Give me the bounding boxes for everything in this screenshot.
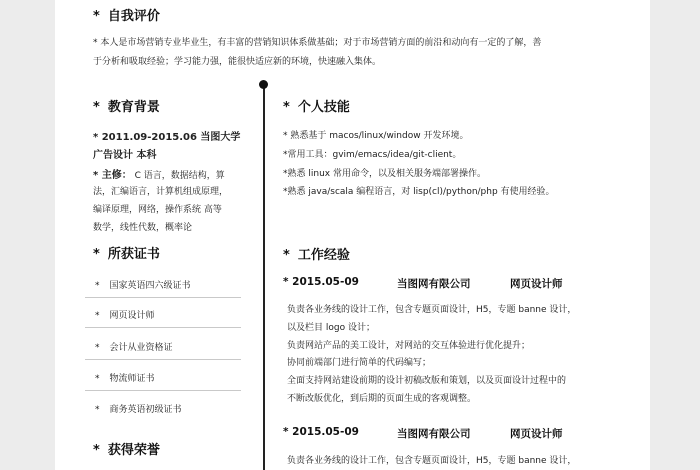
divider	[85, 297, 241, 298]
skill-item: *熟悉 java/scala 编程语言，对 lisp(cl)/python/php 有使用经验。	[283, 187, 555, 197]
certificate-item: * 物流师证书	[95, 374, 155, 384]
divider	[85, 359, 241, 360]
work-title: 工作经验	[297, 248, 350, 263]
education-heading	[93, 96, 160, 115]
heading-star-icon: *	[93, 247, 100, 262]
divider	[85, 327, 241, 328]
work-entry-line: 全面支持网站建设前期的设计初稿改版和策划，以及页面设计过程中的	[287, 376, 567, 386]
course-line-4: 数学，线性代数，概率论	[93, 223, 193, 233]
certificate-item: * 会计从业资格证	[95, 343, 173, 353]
work-entry-role: 网页设计师	[510, 428, 563, 440]
self-eval-text-line2: 于分析和吸取经验；学习能力强，能很快适应新的环境，快速融入集体。	[93, 57, 382, 67]
work-heading	[283, 244, 350, 263]
work-entry-line: 不断改版优化，到后期的页面生成的客观调整。	[287, 394, 477, 404]
skill-item: * 熟悉基于 macos/linux/window 开发环境。	[283, 131, 469, 141]
certificates-heading	[93, 243, 160, 262]
timeline-dot	[259, 80, 268, 89]
course-line-3: 编译原理，网络，操作系统 高等	[93, 205, 222, 215]
major-label: * 主修：	[93, 170, 132, 181]
heading-star-icon: *	[93, 443, 100, 458]
work-entry-line: 负责各业务线的设计工作，包含专题页面设计，H5，专题 banne 设计，	[287, 305, 577, 315]
timeline-line	[263, 84, 265, 470]
self-eval-heading	[93, 5, 160, 24]
honors-heading	[93, 439, 160, 458]
skill-item: *常用工具：gvim/emacs/idea/git-client。	[283, 150, 462, 160]
work-entry-company: 当图网有限公司	[397, 428, 471, 440]
resume-page	[55, 0, 650, 470]
certificates-title: 所获证书	[107, 247, 160, 262]
work-entry-date: * 2015.05-09	[283, 426, 359, 438]
course-line-2: 法，汇编语言，计算机组成原理，	[93, 187, 229, 197]
skills-heading	[283, 96, 350, 115]
honors-title: 获得荣誉	[107, 443, 160, 458]
work-entry-line: 负责网站产品的美工设计，对网站的交互体验进行优化提升；	[287, 341, 531, 351]
education-courses	[93, 166, 225, 181]
work-entry-line: 负责各业务线的设计工作，包含专题页面设计，H5，专题 banne 设计，	[287, 456, 577, 466]
certificate-item: * 商务英语初级证书	[95, 405, 182, 415]
education-major-degree: 广告设计 本科	[93, 150, 157, 161]
self-eval-title: 自我评价	[107, 9, 160, 24]
certificate-item: * 国家英语四六级证书	[95, 281, 191, 291]
work-entry-line: 协同前端部门进行简单的代码编写；	[287, 358, 432, 368]
course-line-1: C 语言，数据结构，算	[134, 171, 225, 181]
divider	[85, 390, 241, 391]
certificate-item: * 网页设计师	[95, 311, 155, 321]
education-title: 教育背景	[107, 100, 160, 115]
education-dates-school: * 2011.09-2015.06 当图大学	[93, 132, 241, 143]
work-entry-role: 网页设计师	[510, 278, 563, 290]
self-eval-text-line1: * 本人是市场营销专业毕业生，有丰富的营销知识体系做基础；对于市场营销方面的前沿和动向有一定的了解，善	[93, 38, 542, 48]
skills-title: 个人技能	[297, 100, 350, 115]
work-entry-line: 以及栏目 logo 设计；	[287, 323, 375, 333]
heading-star-icon: *	[93, 9, 100, 24]
work-entry-date: * 2015.05-09	[283, 276, 359, 288]
skill-item: *熟悉 linux 常用命令，以及相关服务端部署操作。	[283, 169, 486, 179]
heading-star-icon: *	[93, 100, 100, 115]
heading-star-icon: *	[283, 248, 290, 263]
heading-star-icon: *	[283, 100, 290, 115]
work-entry-company: 当图网有限公司	[397, 278, 471, 290]
